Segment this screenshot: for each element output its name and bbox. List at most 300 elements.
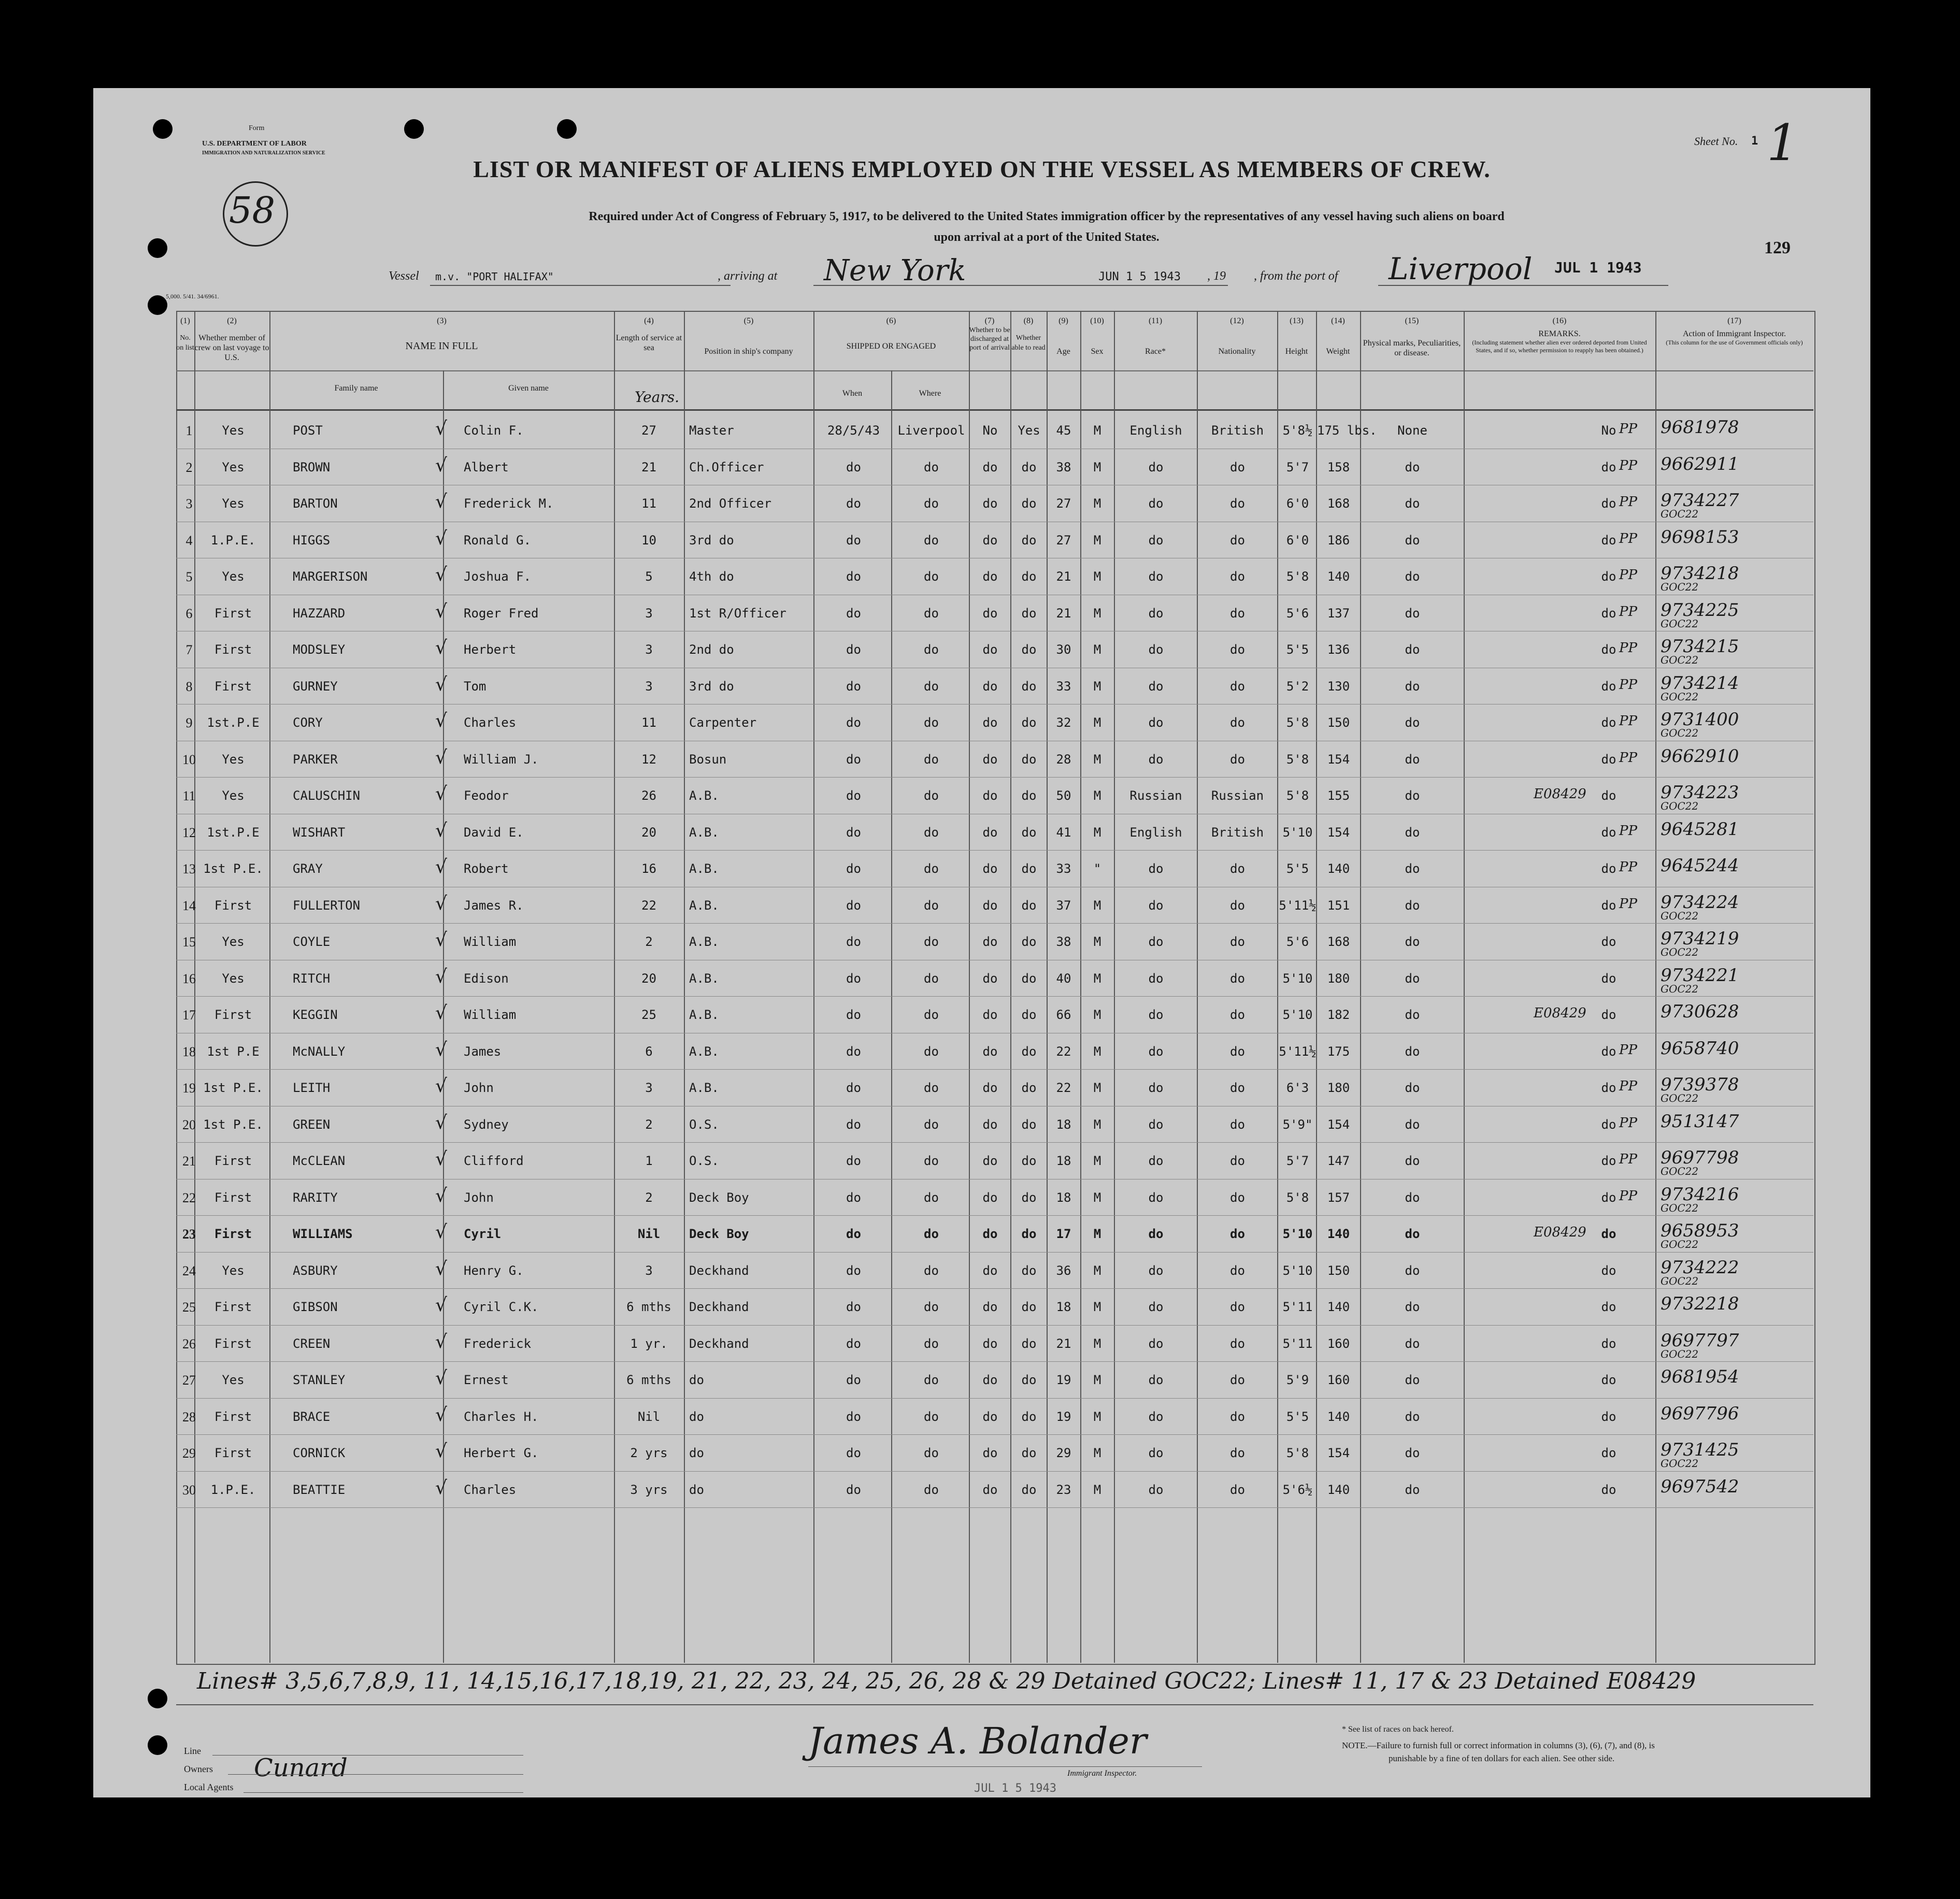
vessel-label: Vessel bbox=[389, 269, 419, 283]
inspector-action: 9697796 bbox=[1661, 1403, 1739, 1424]
cell-nationality: do bbox=[1230, 1154, 1245, 1168]
cell-given: Herbert G. bbox=[464, 1446, 539, 1460]
cell-prev: Yes bbox=[222, 1263, 245, 1278]
inspector-action-code: GOC22 bbox=[1661, 1457, 1699, 1470]
check-mark: √ bbox=[435, 1112, 447, 1133]
cell-marks: do bbox=[1405, 825, 1420, 840]
cell-race: do bbox=[1148, 1154, 1164, 1168]
cell-read: do bbox=[1021, 1190, 1037, 1205]
cell-prev: First bbox=[214, 1409, 252, 1424]
cell-where: do bbox=[924, 1044, 939, 1059]
cell-remarks: do bbox=[1601, 971, 1616, 986]
row-rule bbox=[176, 1288, 1813, 1289]
cell-remarks: do bbox=[1601, 1482, 1616, 1497]
col-header-4: (4) Length of service at sea bbox=[616, 316, 682, 352]
cell-prev: 1st.P.E bbox=[207, 825, 260, 840]
cell-discharged: do bbox=[982, 679, 998, 694]
inspector-mark: PP bbox=[1619, 859, 1637, 875]
cell-family: BRACE bbox=[293, 1409, 331, 1424]
col-header-when: When bbox=[842, 389, 863, 398]
col-header-where: Where bbox=[919, 389, 941, 398]
footer-rule bbox=[176, 1704, 1813, 1705]
cell-read: do bbox=[1021, 679, 1037, 694]
cell-age: 38 bbox=[1056, 934, 1071, 949]
cell-weight: 160 bbox=[1327, 1373, 1350, 1387]
inspector-action-code: GOC22 bbox=[1661, 654, 1699, 666]
cell-when: do bbox=[846, 1263, 861, 1278]
cell-sex: M bbox=[1093, 752, 1101, 767]
cell-when: do bbox=[846, 679, 861, 694]
cell-discharged: do bbox=[982, 861, 998, 876]
cell-nationality: do bbox=[1230, 1190, 1245, 1205]
cell-sex: M bbox=[1093, 1190, 1101, 1205]
agents-rule bbox=[244, 1792, 523, 1793]
inspector-mark: PP bbox=[1619, 421, 1637, 437]
cell-discharged: do bbox=[982, 1263, 998, 1278]
cell-when: do bbox=[846, 788, 861, 803]
cell-where: do bbox=[924, 1482, 939, 1497]
cell-discharged: do bbox=[982, 569, 998, 584]
inspector-action: 9698153 bbox=[1661, 526, 1739, 548]
check-mark: √ bbox=[435, 1002, 447, 1024]
cell-service: Nil bbox=[637, 1409, 661, 1424]
cell-read: do bbox=[1021, 1446, 1037, 1460]
cell-no: 1 bbox=[185, 423, 193, 438]
cell-weight: 180 bbox=[1327, 1081, 1350, 1095]
inspector-action-code: GOC22 bbox=[1661, 727, 1699, 739]
cell-service: 6 bbox=[645, 1044, 653, 1059]
inspector-mark: PP bbox=[1619, 896, 1637, 912]
cell-prev: First bbox=[214, 1336, 252, 1351]
cell-service: 1 yr. bbox=[630, 1336, 668, 1351]
row-rule bbox=[176, 1434, 1813, 1435]
cell-when: do bbox=[846, 533, 861, 548]
cell-nationality: do bbox=[1230, 1373, 1245, 1387]
row-rule bbox=[176, 1325, 1813, 1326]
inspector-action: 9681978 bbox=[1661, 417, 1739, 438]
cell-no: 18 bbox=[182, 1044, 196, 1059]
cell-where: do bbox=[924, 496, 939, 511]
cell-discharged: do bbox=[982, 1008, 998, 1022]
inspector-action: 9681954 bbox=[1661, 1366, 1739, 1387]
cell-given: John bbox=[464, 1081, 494, 1095]
cell-age: 28 bbox=[1056, 752, 1071, 767]
cell-sex: M bbox=[1093, 898, 1101, 913]
col-header-3: (3) NAME IN FULL bbox=[405, 316, 478, 352]
inspector-mark: PP bbox=[1619, 1078, 1637, 1094]
punch-hole bbox=[148, 1689, 167, 1708]
inspector-action: 9734218 bbox=[1661, 563, 1739, 584]
col-divider bbox=[891, 370, 892, 1663]
cell-position: do bbox=[689, 1373, 704, 1387]
cell-marks: do bbox=[1405, 569, 1420, 584]
cell-weight: 151 bbox=[1327, 898, 1350, 913]
cell-height: 5'11 bbox=[1282, 1300, 1313, 1314]
cell-read: do bbox=[1021, 459, 1037, 474]
cell-nationality: do bbox=[1230, 898, 1245, 913]
cell-service: 11 bbox=[641, 496, 656, 511]
row-rule bbox=[176, 1252, 1813, 1253]
inspector-action: 9734225 bbox=[1661, 599, 1739, 621]
row-rule bbox=[176, 1142, 1813, 1143]
cell-discharged: do bbox=[982, 1482, 998, 1497]
cell-prev: First bbox=[214, 606, 252, 621]
cell-where: do bbox=[924, 1446, 939, 1460]
cell-weight: 154 bbox=[1327, 1446, 1350, 1460]
cell-nationality: do bbox=[1230, 1482, 1245, 1497]
cell-discharged: do bbox=[982, 825, 998, 840]
cell-prev: Yes bbox=[222, 1373, 245, 1387]
col-header-given-name: Given name bbox=[508, 384, 549, 393]
header-bottom-rule bbox=[176, 409, 1813, 411]
cell-nationality: do bbox=[1230, 971, 1245, 986]
cell-prev: First bbox=[214, 1446, 252, 1460]
cell-marks: do bbox=[1405, 715, 1420, 730]
sheet-label: Sheet No. bbox=[1694, 135, 1738, 148]
cell-when: do bbox=[846, 496, 861, 511]
col-header-17: (17) Action of Immigrant Inspector. (This column for the use of Government officials only) bbox=[1666, 316, 1803, 346]
cell-race: do bbox=[1148, 569, 1164, 584]
cell-given: Clifford bbox=[464, 1154, 524, 1168]
cell-when: do bbox=[846, 715, 861, 730]
cell-family: WILLIAMS bbox=[293, 1227, 353, 1241]
cell-marks: do bbox=[1405, 861, 1420, 876]
cell-weight: 157 bbox=[1327, 1190, 1350, 1205]
cell-read: do bbox=[1021, 1081, 1037, 1095]
cell-remarks: do bbox=[1601, 606, 1616, 621]
row-rule bbox=[176, 923, 1813, 924]
sheet-number-printed: 1 bbox=[1751, 135, 1758, 148]
cell-sex: M bbox=[1093, 496, 1101, 511]
cell-service: 2 bbox=[645, 1190, 653, 1205]
department-name: U.S. DEPARTMENT OF LABOR bbox=[202, 140, 307, 148]
punch-hole bbox=[148, 238, 167, 258]
inspector-mark: PP bbox=[1619, 677, 1637, 693]
cell-family: ASBURY bbox=[293, 1263, 338, 1278]
cell-read: do bbox=[1021, 861, 1037, 876]
check-mark: √ bbox=[435, 1368, 447, 1389]
cell-weight: 180 bbox=[1327, 971, 1350, 986]
cell-remarks: do bbox=[1601, 788, 1616, 803]
cell-race: do bbox=[1148, 1300, 1164, 1314]
cell-position: do bbox=[689, 1446, 704, 1460]
row-rule bbox=[176, 777, 1813, 778]
cell-weight: 140 bbox=[1327, 1409, 1350, 1424]
cell-marks: do bbox=[1405, 1482, 1420, 1497]
check-mark: √ bbox=[435, 418, 447, 439]
inspector-mark: PP bbox=[1619, 823, 1637, 839]
cell-service: 21 bbox=[641, 459, 656, 474]
cell-service: 3 bbox=[645, 606, 653, 621]
cell-family: PARKER bbox=[293, 752, 338, 767]
cell-remarks: No bbox=[1601, 423, 1616, 438]
col-header-14: (14) Weight bbox=[1326, 316, 1350, 356]
owners-rule bbox=[228, 1774, 523, 1775]
cell-discharged: do bbox=[982, 1446, 998, 1460]
cell-when: do bbox=[846, 934, 861, 949]
check-mark: √ bbox=[435, 1221, 447, 1243]
cell-prev: First bbox=[214, 679, 252, 694]
cell-no: 11 bbox=[182, 788, 196, 803]
cell-service: 3 bbox=[645, 1263, 653, 1278]
cell-height: 5'10 bbox=[1282, 1227, 1313, 1241]
inspector-action: 9734223 bbox=[1661, 782, 1739, 803]
departure-port: Liverpool bbox=[1389, 251, 1533, 286]
cell-marks: do bbox=[1405, 1008, 1420, 1022]
punch-hole bbox=[557, 119, 577, 139]
cell-discharged: do bbox=[982, 971, 998, 986]
cell-weight: 154 bbox=[1327, 825, 1350, 840]
cell-nationality: do bbox=[1230, 1336, 1245, 1351]
cell-no: 22 bbox=[182, 1190, 196, 1205]
cell-discharged: do bbox=[982, 1227, 998, 1241]
inspector-mark: E08429 bbox=[1534, 786, 1586, 802]
cell-service: 26 bbox=[641, 788, 656, 803]
cell-when: do bbox=[846, 1117, 861, 1132]
cell-weight: 147 bbox=[1327, 1154, 1350, 1168]
col-header-11: (11) Race* bbox=[1145, 316, 1166, 356]
inspector-action-code: GOC22 bbox=[1661, 690, 1699, 703]
cell-no: 21 bbox=[182, 1154, 196, 1169]
inspector-action: 9697542 bbox=[1661, 1476, 1739, 1497]
inspector-action: 9658953 bbox=[1661, 1220, 1739, 1241]
sheet-number-handwritten: 1 bbox=[1767, 114, 1799, 172]
cell-sex: M bbox=[1093, 715, 1101, 730]
print-code: 5,000. 5/41. 34/6961. bbox=[166, 293, 219, 300]
cell-given: William bbox=[464, 934, 517, 949]
cell-position: do bbox=[689, 1409, 704, 1424]
cell-remarks: do bbox=[1601, 1044, 1616, 1059]
cell-age: 66 bbox=[1056, 1008, 1071, 1022]
cell-weight: 140 bbox=[1327, 1300, 1350, 1314]
cell-prev: Yes bbox=[222, 788, 245, 803]
inspector-mark: PP bbox=[1619, 1152, 1637, 1167]
cell-position: A.B. bbox=[689, 788, 719, 803]
cell-family: GIBSON bbox=[293, 1300, 338, 1314]
cell-service: 2 bbox=[645, 1117, 653, 1132]
cell-read: Yes bbox=[1018, 423, 1040, 438]
cell-where: do bbox=[924, 1336, 939, 1351]
cell-no: 29 bbox=[182, 1446, 196, 1461]
cell-family: POST bbox=[293, 423, 323, 438]
inspector-mark: E08429 bbox=[1534, 1005, 1586, 1021]
cell-marks: do bbox=[1405, 788, 1420, 803]
manifest-title: LIST OR MANIFEST OF ALIENS EMPLOYED ON THE VESSEL AS MEMBERS OF CREW. bbox=[473, 156, 1491, 182]
cell-position: A.B. bbox=[689, 971, 719, 986]
cell-remarks: do bbox=[1601, 1409, 1616, 1424]
cell-prev: Yes bbox=[222, 752, 245, 767]
cell-position: 3rd do bbox=[689, 679, 734, 694]
cell-remarks: do bbox=[1601, 861, 1616, 876]
cell-prev: First bbox=[214, 1227, 252, 1241]
cell-weight: 154 bbox=[1327, 752, 1350, 767]
col-divider bbox=[269, 311, 270, 1663]
cell-prev: 1st.P.E bbox=[207, 715, 260, 730]
cell-age: 36 bbox=[1056, 1263, 1071, 1278]
cell-marks: do bbox=[1405, 1300, 1420, 1314]
col-header-13: (13) Height bbox=[1285, 316, 1308, 356]
cell-given: Colin F. bbox=[464, 423, 524, 438]
cell-given: Feodor bbox=[464, 788, 509, 803]
inspector-action-code: GOC22 bbox=[1661, 1165, 1699, 1177]
cell-race: do bbox=[1148, 1263, 1164, 1278]
cell-no: 28 bbox=[182, 1409, 196, 1425]
cell-service: 20 bbox=[641, 971, 656, 986]
cell-family: KEGGIN bbox=[293, 1008, 338, 1022]
cell-nationality: do bbox=[1230, 715, 1245, 730]
cell-discharged: do bbox=[982, 1300, 998, 1314]
cell-prev: First bbox=[214, 1008, 252, 1022]
punch-hole bbox=[153, 119, 173, 139]
cell-marks: do bbox=[1405, 1190, 1420, 1205]
inspector-mark: PP bbox=[1619, 567, 1637, 583]
cell-sex: M bbox=[1093, 1044, 1101, 1059]
cell-height: 5'8 bbox=[1286, 715, 1309, 730]
cell-marks: do bbox=[1405, 1263, 1420, 1278]
cell-height: 6'0 bbox=[1286, 496, 1309, 511]
cell-no: 23 bbox=[182, 1227, 196, 1242]
cell-race: Russian bbox=[1129, 788, 1182, 803]
cell-given: Charles bbox=[464, 1482, 517, 1497]
form-label: Form bbox=[249, 124, 265, 132]
cell-marks: do bbox=[1405, 606, 1420, 621]
cell-age: 29 bbox=[1056, 1446, 1071, 1460]
cell-sex: M bbox=[1093, 1263, 1101, 1278]
cell-race: do bbox=[1148, 1044, 1164, 1059]
cell-position: A.B. bbox=[689, 898, 719, 913]
cell-family: CORY bbox=[293, 715, 323, 730]
col-header-8: (8) Whether able to read bbox=[1011, 316, 1046, 352]
cell-remarks: do bbox=[1601, 1446, 1616, 1460]
cell-weight: 140 bbox=[1327, 861, 1350, 876]
cell-marks: do bbox=[1405, 533, 1420, 548]
cell-read: do bbox=[1021, 606, 1037, 621]
cell-read: do bbox=[1021, 1263, 1037, 1278]
cell-where: do bbox=[924, 1117, 939, 1132]
cell-family: CALUSCHIN bbox=[293, 788, 361, 803]
cell-where: do bbox=[924, 533, 939, 548]
cell-position: A.B. bbox=[689, 1081, 719, 1095]
cell-marks: do bbox=[1405, 1081, 1420, 1095]
cell-age: 18 bbox=[1056, 1117, 1071, 1132]
col-header-9: (9) Age bbox=[1056, 316, 1070, 356]
cell-sex: M bbox=[1093, 642, 1101, 657]
cell-given: Charles bbox=[464, 715, 517, 730]
cell-race: do bbox=[1148, 934, 1164, 949]
cell-sex: " bbox=[1093, 861, 1101, 876]
cell-sex: M bbox=[1093, 971, 1101, 986]
cell-given: William bbox=[464, 1008, 517, 1022]
cell-family: CORNICK bbox=[293, 1446, 346, 1460]
cell-marks: do bbox=[1405, 459, 1420, 474]
inspector-label: Immigrant Inspector. bbox=[1067, 1769, 1137, 1778]
cell-sex: M bbox=[1093, 1300, 1101, 1314]
cell-no: 4 bbox=[185, 533, 193, 548]
cell-when: do bbox=[846, 1227, 861, 1241]
cell-read: do bbox=[1021, 1373, 1037, 1387]
races-note: * See list of races on back hereof. bbox=[1342, 1725, 1454, 1734]
cell-discharged: do bbox=[982, 1117, 998, 1132]
cell-weight: 175 bbox=[1327, 1044, 1350, 1059]
cell-no: 6 bbox=[185, 606, 193, 621]
cell-read: do bbox=[1021, 715, 1037, 730]
col-header-12: (12) Nationality bbox=[1218, 316, 1256, 356]
cell-position: A.B. bbox=[689, 825, 719, 840]
cell-nationality: British bbox=[1211, 825, 1264, 840]
col-header-10: (10) Sex bbox=[1090, 316, 1104, 356]
col-divider bbox=[813, 311, 814, 1663]
cell-position: Bosun bbox=[689, 752, 727, 767]
cell-height: 5'10 bbox=[1282, 1008, 1313, 1022]
cell-nationality: do bbox=[1230, 533, 1245, 548]
cell-no: 17 bbox=[182, 1008, 196, 1023]
inspector-action: 9734221 bbox=[1661, 965, 1739, 986]
check-mark: √ bbox=[435, 929, 447, 951]
cell-marks: do bbox=[1405, 1117, 1420, 1132]
cell-remarks: do bbox=[1601, 1227, 1616, 1241]
cell-race: do bbox=[1148, 971, 1164, 986]
cell-no: 9 bbox=[185, 715, 193, 730]
col-divider bbox=[1655, 311, 1656, 1663]
cell-nationality: do bbox=[1230, 459, 1245, 474]
cell-prev: Yes bbox=[222, 934, 245, 949]
cell-height: 5'8 bbox=[1286, 569, 1309, 584]
cell-age: 18 bbox=[1056, 1190, 1071, 1205]
inspector-action: 9730628 bbox=[1661, 1001, 1739, 1022]
cell-discharged: do bbox=[982, 533, 998, 548]
cell-position: 3rd do bbox=[689, 533, 734, 548]
cell-family: STANLEY bbox=[293, 1373, 346, 1387]
cell-race: do bbox=[1148, 1008, 1164, 1022]
cell-position: 1st R/Officer bbox=[689, 606, 786, 621]
cell-service: 25 bbox=[641, 1008, 656, 1022]
cell-service: 16 bbox=[641, 861, 656, 876]
cell-when: do bbox=[846, 752, 861, 767]
cell-no: 5 bbox=[185, 569, 193, 584]
cell-read: do bbox=[1021, 752, 1037, 767]
cell-nationality: do bbox=[1230, 934, 1245, 949]
cell-height: 5'8 bbox=[1286, 752, 1309, 767]
cell-where: do bbox=[924, 1008, 939, 1022]
cell-read: do bbox=[1021, 1227, 1037, 1241]
cell-race: do bbox=[1148, 1373, 1164, 1387]
cell-given: Robert bbox=[464, 861, 509, 876]
cell-service: 5 bbox=[645, 569, 653, 584]
cell-age: 18 bbox=[1056, 1300, 1071, 1314]
cell-read: do bbox=[1021, 1008, 1037, 1022]
cell-nationality: do bbox=[1230, 1227, 1245, 1241]
cell-read: do bbox=[1021, 569, 1037, 584]
cell-nationality: do bbox=[1230, 1409, 1245, 1424]
cell-position: A.B. bbox=[689, 934, 719, 949]
cell-sex: M bbox=[1093, 1373, 1101, 1387]
inspector-action: 9697797 bbox=[1661, 1330, 1739, 1351]
cell-race: do bbox=[1148, 752, 1164, 767]
cell-age: 37 bbox=[1056, 898, 1071, 913]
cell-given: Ronald G. bbox=[464, 533, 532, 548]
cell-given: Albert bbox=[464, 459, 509, 474]
cell-discharged: do bbox=[982, 752, 998, 767]
cell-race: do bbox=[1148, 1482, 1164, 1497]
cell-sex: M bbox=[1093, 788, 1101, 803]
cell-height: 5'10 bbox=[1282, 1263, 1313, 1278]
cell-weight: 137 bbox=[1327, 606, 1350, 621]
cell-age: 45 bbox=[1056, 423, 1071, 438]
cell-sex: M bbox=[1093, 459, 1101, 474]
cell-family: GRAY bbox=[293, 861, 323, 876]
cell-service: 20 bbox=[641, 825, 656, 840]
check-mark: √ bbox=[435, 564, 447, 585]
